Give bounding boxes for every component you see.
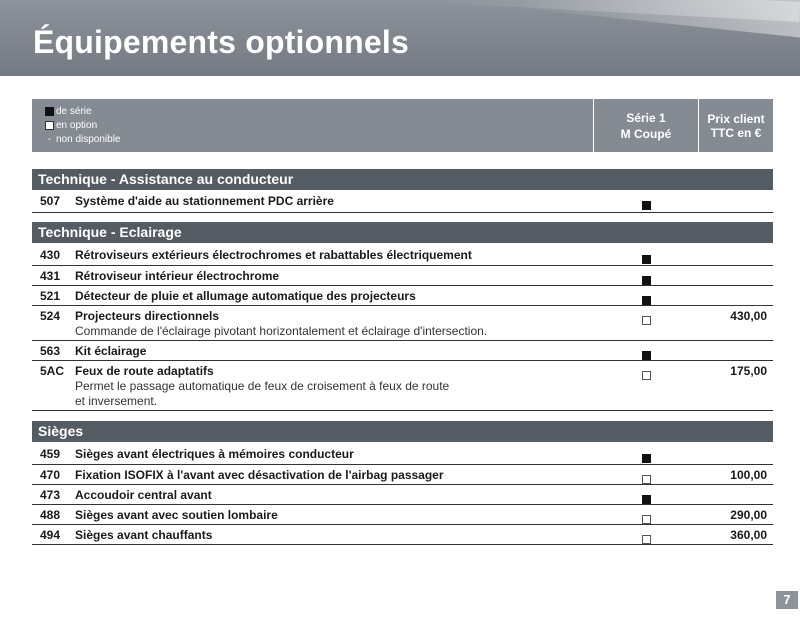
legend-option-label: en option	[56, 119, 98, 131]
legend-standard-label: de série	[56, 105, 92, 117]
table-row	[32, 465, 773, 485]
legend-standard	[45, 104, 593, 118]
page-title: Équipements optionnels	[33, 24, 409, 60]
empty-square-icon	[642, 371, 651, 380]
column-header-model-line2: M Coupé	[620, 126, 672, 141]
table-row	[32, 286, 773, 306]
empty-square-icon	[642, 475, 651, 484]
column-header-price	[699, 99, 773, 152]
status-mark	[642, 367, 653, 385]
option-label: Sièges avant électriques à mémoires conducteur	[75, 447, 354, 461]
option-code: 507	[40, 194, 61, 208]
option-label: Détecteur de pluie et allumage automatique des projecteurs	[75, 289, 416, 303]
option-label: Kit éclairage	[75, 344, 147, 358]
option-code: 494	[40, 528, 61, 542]
option-label: Rétroviseurs extérieurs électrochromes et rabattables électriquement	[75, 248, 472, 262]
filled-square-icon	[642, 201, 651, 210]
option-detail: Commande de l'éclairage pivotant horizontalement et éclairage d'intersection.	[75, 324, 488, 338]
section-header: Technique - Assistance au conducteur	[32, 169, 773, 190]
header-banner	[0, 0, 800, 76]
table-row	[32, 444, 773, 465]
empty-square-icon	[642, 316, 651, 325]
option-code: 488	[40, 508, 61, 522]
option-label: Rétroviseur intérieur électrochrome	[75, 269, 280, 283]
legend	[32, 99, 593, 152]
legend-unavailable	[45, 132, 593, 146]
legend-option	[45, 118, 593, 132]
option-code: 524	[40, 309, 61, 323]
column-header-model	[594, 99, 698, 152]
filled-square-icon	[642, 255, 651, 264]
option-label: Sièges avant chauffants	[75, 528, 213, 542]
option-label: Projecteurs directionnels	[75, 309, 220, 323]
option-label: Sièges avant avec soutien lombaire	[75, 508, 278, 522]
filled-square-icon	[642, 276, 651, 285]
option-price: 175,00	[730, 364, 767, 378]
status-mark	[642, 197, 653, 215]
option-code: 470	[40, 468, 61, 482]
option-detail: Permet le passage automatique de feux de croisement à feux de route	[75, 379, 450, 393]
option-price: 360,00	[730, 528, 767, 542]
column-header-price-line1: Prix client	[707, 111, 765, 126]
status-mark	[642, 312, 653, 330]
column-header-price-line2: TTC en €	[710, 125, 762, 140]
option-code: 563	[40, 344, 61, 358]
table-row	[32, 306, 773, 341]
dash-symbol: -	[47, 133, 52, 145]
option-code: 459	[40, 447, 61, 461]
table-row	[32, 485, 773, 505]
legend-unavailable-label: non disponible	[56, 133, 121, 145]
table-header	[32, 99, 773, 152]
table-row	[32, 361, 773, 411]
filled-square-icon	[642, 495, 651, 504]
table-row	[32, 505, 773, 525]
empty-square-icon	[45, 121, 54, 130]
filled-square-icon	[642, 351, 651, 360]
option-price: 100,00	[730, 468, 767, 482]
empty-square-icon	[642, 535, 651, 544]
filled-square-icon	[642, 296, 651, 305]
option-label: Feux de route adaptatifs	[75, 364, 214, 378]
section-header: Technique - Eclairage	[32, 222, 773, 243]
filled-square-icon	[642, 454, 651, 463]
section-header: Sièges	[32, 421, 773, 442]
option-code: 5AC	[40, 364, 65, 378]
option-label: Système d'aide au stationnement PDC arrière	[75, 194, 334, 208]
table-row	[32, 245, 773, 266]
table-row	[32, 525, 773, 545]
column-header-model-line1: Série 1	[626, 110, 666, 125]
option-code: 430	[40, 248, 61, 262]
option-code: 473	[40, 488, 61, 502]
option-price: 430,00	[730, 309, 767, 323]
option-label: Fixation ISOFIX à l'avant avec désactivation de l'airbag passager	[75, 468, 444, 482]
empty-square-icon	[642, 515, 651, 524]
filled-square-icon	[45, 107, 54, 116]
page-number: 7	[776, 591, 798, 609]
table-row	[32, 266, 773, 286]
status-mark	[642, 531, 653, 549]
option-price: 290,00	[730, 508, 767, 522]
banner-highlight-secondary	[420, 0, 800, 22]
option-detail-continued: et inversement.	[75, 394, 158, 408]
table-row	[32, 191, 773, 213]
option-code: 431	[40, 269, 61, 283]
table-row	[32, 341, 773, 361]
option-code: 521	[40, 289, 61, 303]
option-label: Accoudoir central avant	[75, 488, 212, 502]
